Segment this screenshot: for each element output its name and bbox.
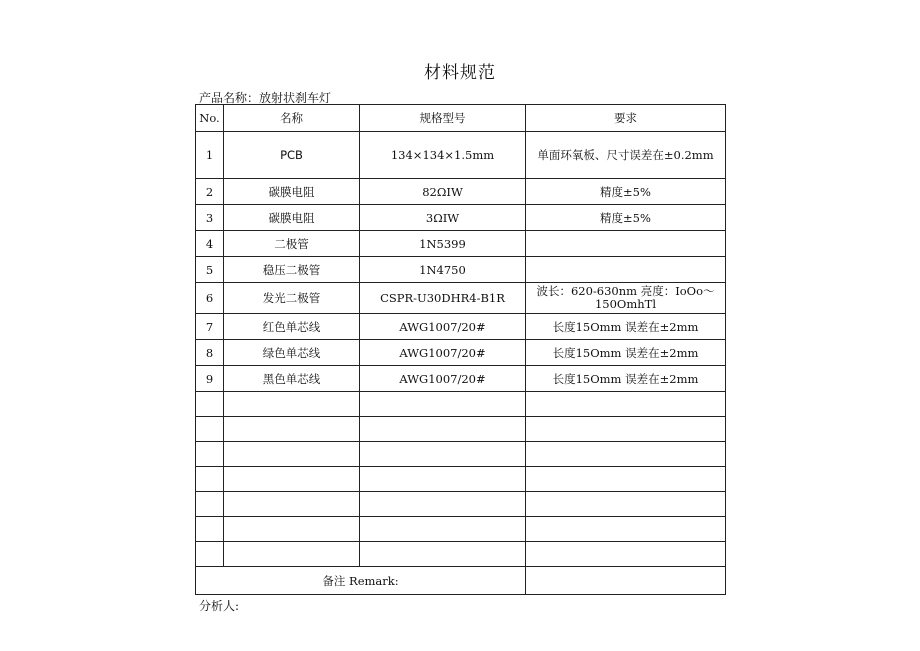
cell-name: 黑色单芯线: [224, 366, 360, 392]
empty-cell: [360, 442, 526, 467]
cell-model: 134×134×1.5mm: [360, 132, 526, 179]
cell-model: 82ΩIW: [360, 179, 526, 205]
empty-cell: [360, 492, 526, 517]
table-row: [196, 179, 726, 205]
empty-cell: [526, 417, 726, 442]
cell-requirement: 精度±5%: [526, 205, 726, 231]
empty-cell: [526, 492, 726, 517]
empty-cell: [196, 467, 224, 492]
cell-name: 稳压二极管: [224, 257, 360, 283]
cell-model: AWG1007/20#: [360, 366, 526, 392]
remark-row: [196, 567, 726, 595]
table-row: [196, 132, 726, 179]
empty-cell: [224, 417, 360, 442]
table-row: [196, 366, 726, 392]
cell-no: 5: [196, 257, 224, 283]
empty-cell: [360, 467, 526, 492]
cell-no: 8: [196, 340, 224, 366]
requirement-line: 150OmhTl: [594, 297, 657, 311]
cell-requirement: [526, 231, 726, 257]
table-row: [196, 257, 726, 283]
cell-name: 碳膜电阻: [224, 179, 360, 205]
table-row: [196, 340, 726, 366]
empty-cell: [224, 442, 360, 467]
table-row: [196, 283, 726, 314]
empty-cell: [224, 517, 360, 542]
header-model: 规格型号: [360, 105, 526, 132]
empty-cell: [526, 392, 726, 417]
cell-model: 1N5399: [360, 231, 526, 257]
product-name: 产品名称：放射状刹车灯: [199, 91, 332, 105]
cell-no: 6: [196, 283, 224, 314]
header-no: No.: [196, 105, 224, 132]
cell-name: 绿色单芯线: [224, 340, 360, 366]
remark-label: 备注 Remark:: [196, 567, 526, 595]
table-row: [196, 231, 726, 257]
empty-cell: [360, 517, 526, 542]
empty-cell: [196, 392, 224, 417]
empty-row: [196, 542, 726, 567]
cell-model: CSPR-U30DHR4-B1R: [360, 283, 526, 314]
empty-row: [196, 492, 726, 517]
header-name: 名称: [224, 105, 360, 132]
header-requirement: 要求: [526, 105, 726, 132]
cell-name: PCB: [224, 132, 360, 179]
empty-cell: [360, 392, 526, 417]
analyst-label: 分析人:: [199, 599, 240, 613]
cell-model: 3ΩIW: [360, 205, 526, 231]
cell-name: 碳膜电阻: [224, 205, 360, 231]
cell-no: 3: [196, 205, 224, 231]
table-header-row: [196, 105, 726, 132]
empty-cell: [196, 442, 224, 467]
cell-no: 1: [196, 132, 224, 179]
empty-cell: [196, 517, 224, 542]
empty-row: [196, 467, 726, 492]
requirement-line: 波长：620-630nm 亮度：IoOo～: [536, 284, 715, 298]
cell-model: AWG1007/20#: [360, 340, 526, 366]
cell-requirement: 长度15Omm 误差在±2mm: [526, 366, 726, 392]
cell-name: 二极管: [224, 231, 360, 257]
empty-cell: [224, 542, 360, 567]
empty-cell: [526, 517, 726, 542]
cell-name: 红色单芯线: [224, 314, 360, 340]
material-spec-table: [195, 104, 726, 595]
cell-no: 7: [196, 314, 224, 340]
table-row: [196, 205, 726, 231]
table-row: [196, 314, 726, 340]
empty-cell: [196, 492, 224, 517]
cell-no: 4: [196, 231, 224, 257]
cell-requirement: [526, 257, 726, 283]
cell-requirement: [526, 283, 726, 314]
cell-no: 9: [196, 366, 224, 392]
empty-row: [196, 417, 726, 442]
empty-row: [196, 442, 726, 467]
empty-cell: [224, 492, 360, 517]
remark-value-cell: [526, 567, 726, 595]
empty-cell: [360, 417, 526, 442]
cell-model: 1N4750: [360, 257, 526, 283]
document-title: 材料规范: [424, 63, 496, 83]
empty-cell: [196, 417, 224, 442]
cell-requirement: 精度±5%: [526, 179, 726, 205]
cell-requirement: 长度15Omm 误差在±2mm: [526, 314, 726, 340]
cell-no: 2: [196, 179, 224, 205]
cell-model: AWG1007/20#: [360, 314, 526, 340]
empty-cell: [526, 542, 726, 567]
empty-cell: [224, 392, 360, 417]
empty-cell: [224, 467, 360, 492]
cell-requirement: 长度15Omm 误差在±2mm: [526, 340, 726, 366]
empty-cell: [360, 542, 526, 567]
empty-cell: [526, 467, 726, 492]
empty-row: [196, 392, 726, 417]
empty-cell: [526, 442, 726, 467]
empty-cell: [196, 542, 224, 567]
empty-row: [196, 517, 726, 542]
cell-requirement: 单面环氧板、尺寸误差在±0.2mm: [526, 132, 726, 179]
cell-name: 发光二极管: [224, 283, 360, 314]
